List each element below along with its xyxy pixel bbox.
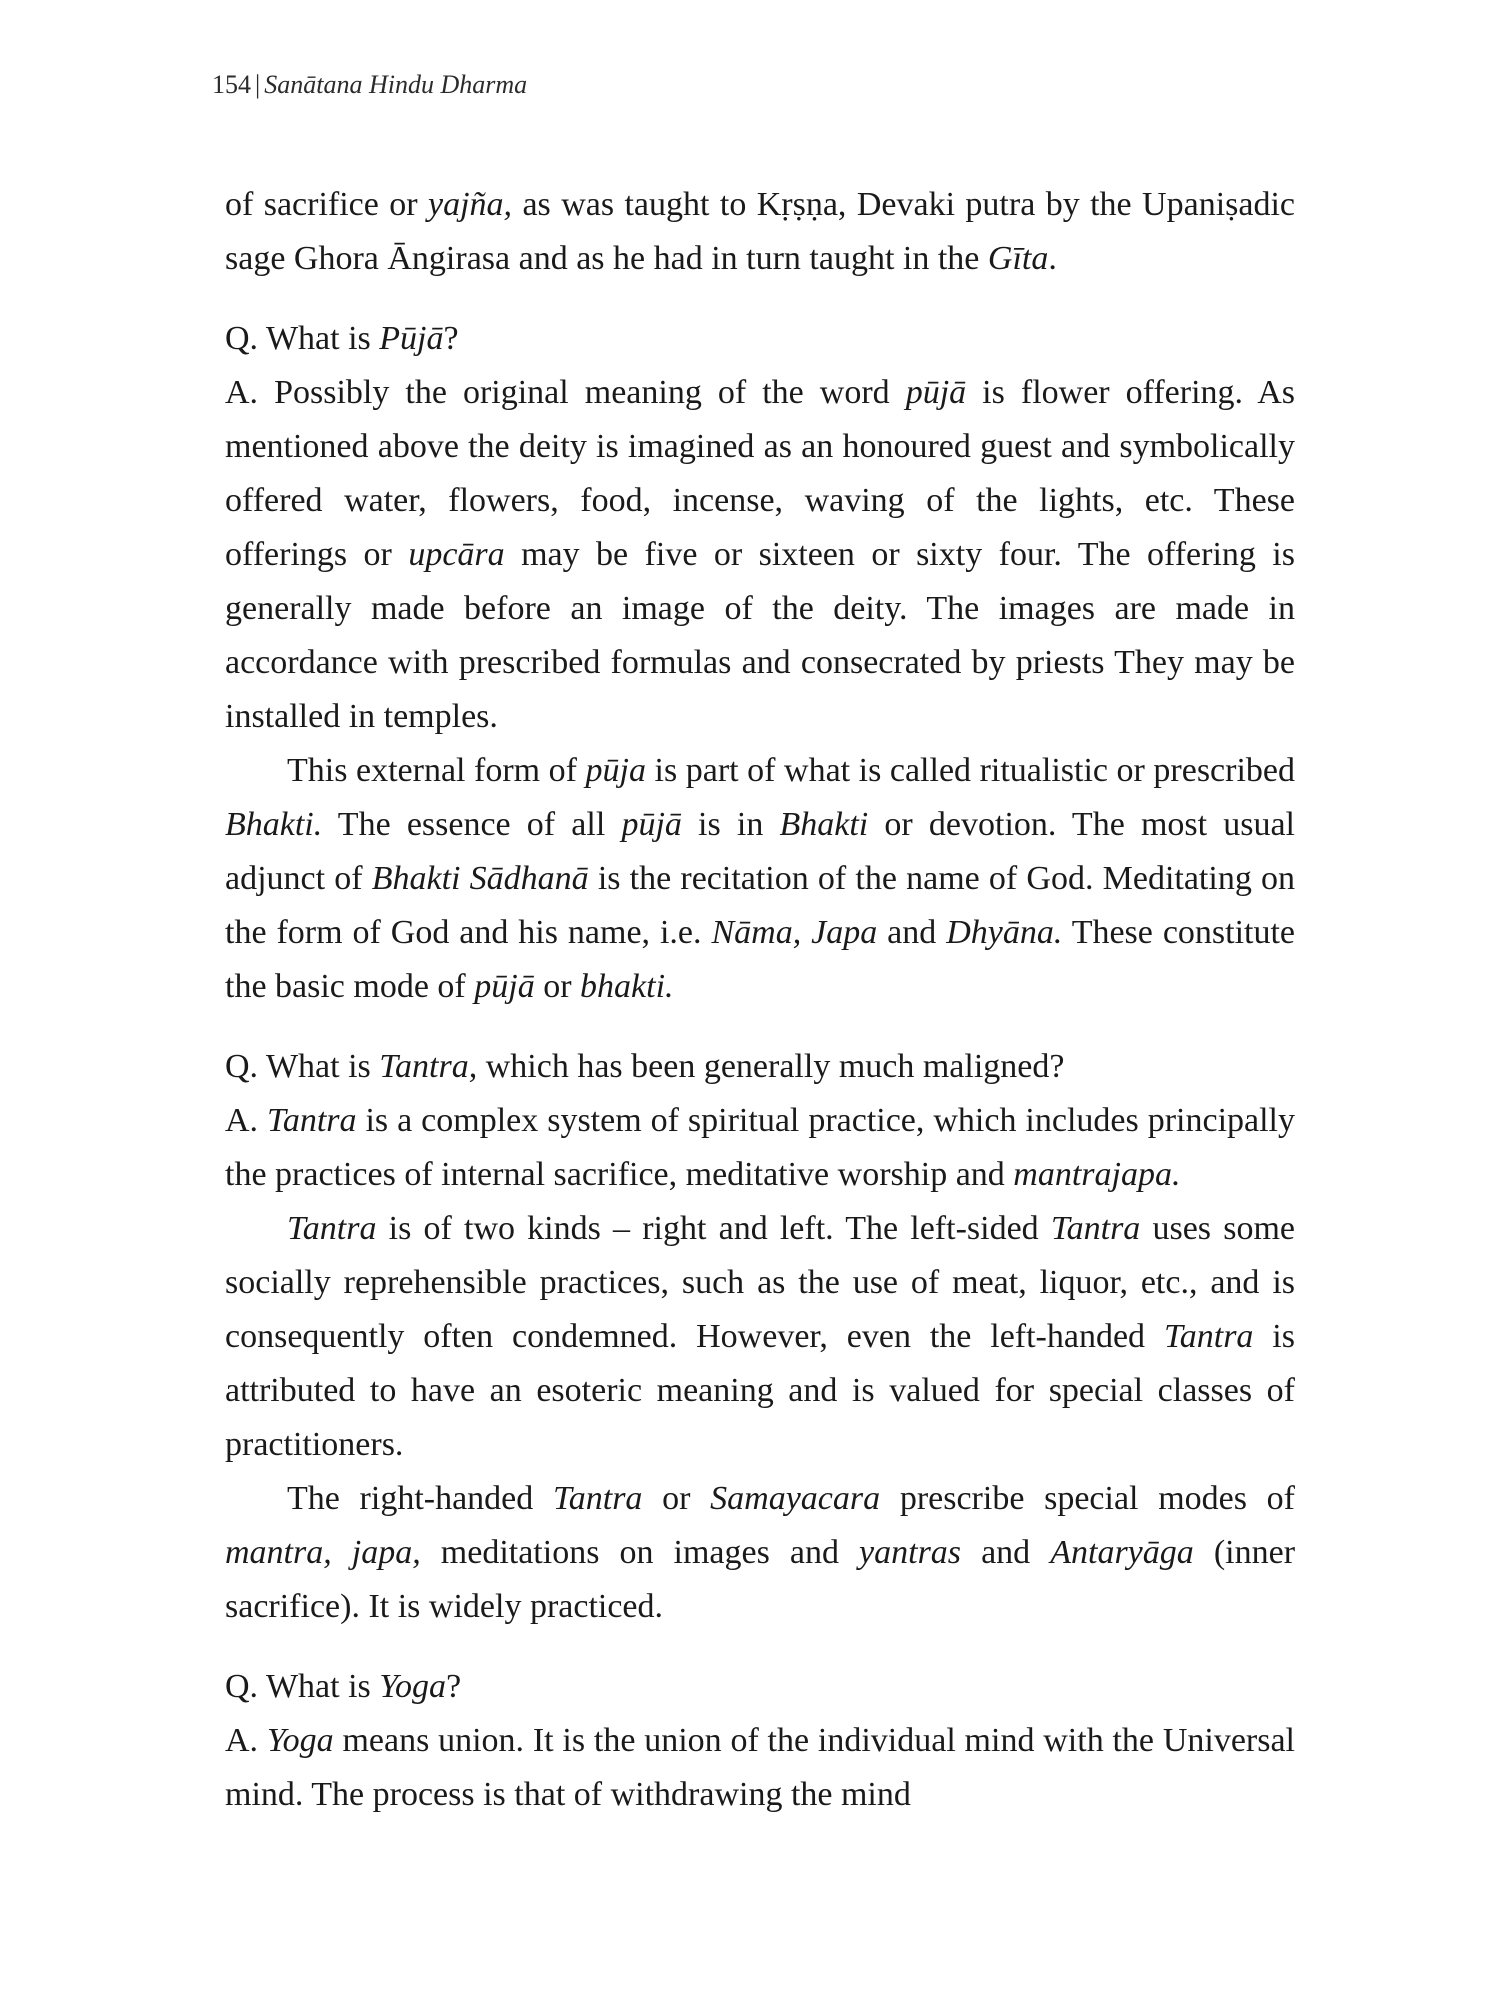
book-title: Sanātana Hindu Dharma [264,70,528,99]
paragraph-right-handed: The right-handed Tantra or Samayacara prescribe special modes of mantra, japa, meditations on images and yantras and Antaryāga (inner sacrifice). It is widely practiced. [225,1480,1296,1625]
answer-label: A. [225,1102,259,1139]
question-tantra: Q. What is Tantra, which has been generally much maligned? [225,1048,1065,1085]
paragraph-tantra-kinds: Tantra is of two kinds – right and left. The left-sided Tantra uses some socially reprehensible practices, such as the use of meat, liquor, etc., and is consequently often condemned. However, even the left-handed Tantra is attributed to have an esoteric meaning and is valued for special classes of practitioners. [225,1210,1295,1463]
question-yoga: Q. What is Yoga? [225,1668,462,1705]
paragraph-sacrifice: of sacrifice or yajña, as was taught to Kṛṣṇa, Devaki putra by the Upaniṣadic sage Ghora Āngirasa and as he had in turn taught in the Gīta. [225,186,1296,277]
answer-label: A. [225,1722,259,1759]
header-separator: | [255,70,261,99]
answer-yoga: A. Yoga means union. It is the union of the individual mind with the Universal mind. The process is that of withdrawing the mind [225,1722,1296,1813]
question-puja: Q. What is Pūjā? [225,320,459,357]
paragraph-external-form: This external form of pūja is part of what is called ritualistic or prescribed Bhakti. The essence of all pūjā is in Bhakti or devotion. The most usual adjunct of Bhakti Sādhanā is the recitation of the name of God. Meditating on the form of God and his name, i.e. Nāma, Japa and Dhyāna. These constitute the basic mode of pūjā or bhakti. [225,752,1296,1005]
answer-label: A. [225,374,259,411]
question-label: Q. [225,1048,259,1085]
answer-puja: A. Possibly the original meaning of the word pūjā is flower offering. As mentioned above the deity is imagined as an honoured guest and symbolically offered water, flowers, food, incense, waving of the lights, etc. These offerings or upcāra may be five or sixteen or sixty four. The offering is generally made before an image of the deity. The images are made in accordance with prescribed formulas and consecrated by priests They may be installed in temples. [225,374,1295,735]
page-number: 154 [212,70,251,99]
body-text [225,178,1295,1822]
question-label: Q. [225,320,259,357]
question-label: Q. [225,1668,259,1705]
answer-tantra: A. Tantra is a complex system of spiritual practice, which includes principally the practices of internal sacrifice, meditative worship and mantrajapa. [225,1102,1295,1193]
running-head [212,70,527,100]
